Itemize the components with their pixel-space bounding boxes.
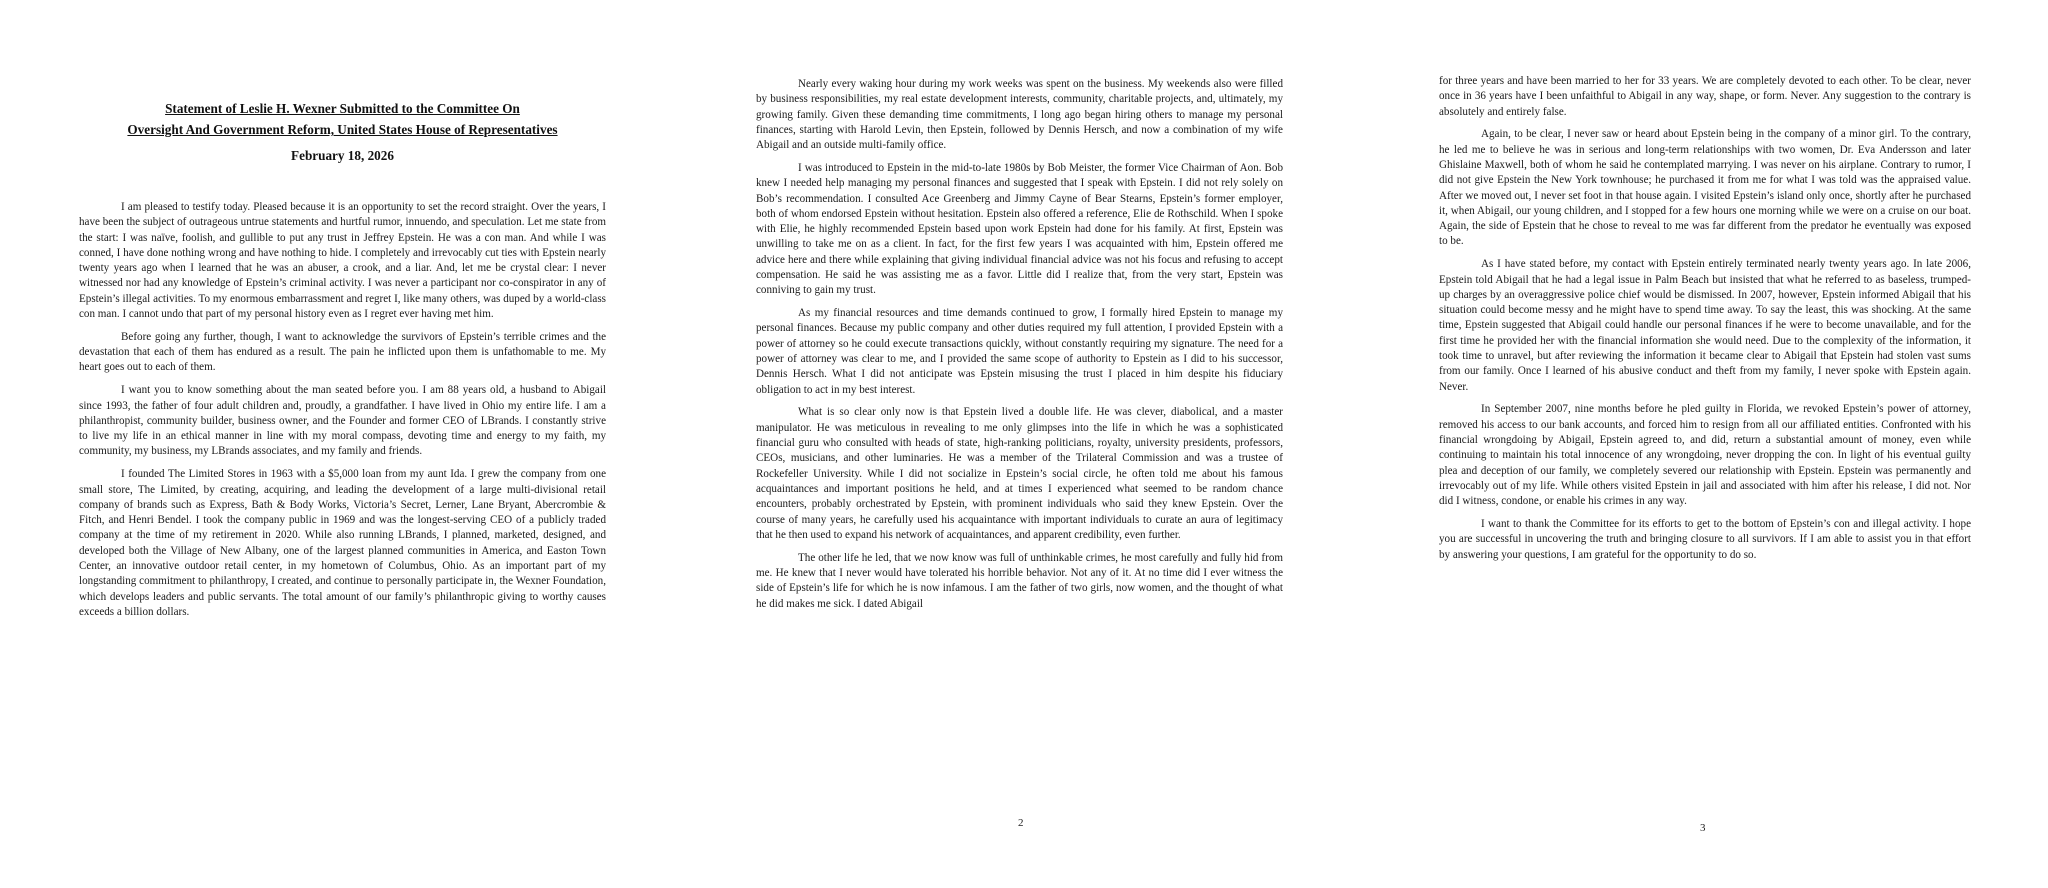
paragraph: for three years and have been married to her for 33 years. We are completely devoted to each other. To be clear, never once in 36 years have I been unfaithful to Abigail in any way, shape, or form. Never. Any suggestion to the contrary is absolutely and entirely false. xyxy=(1439,75,1971,118)
statement-title xyxy=(70,98,615,140)
paragraph: As I have stated before, my contact with Epstein entirely terminated nearly twenty years ago. In late 2006, Epstein told Abigail that he had a legal issue in Palm Beach but insisted that what he referred to as baseless, trumped-up charges by an overaggressive police chief would be dismissed. In 2007, however, Epstein informed Abigail that his situation could become messy and he might have to spend time away. To say the least, this was shocking. At the same time, Epstein suggested that Abigail could handle our personal finances if he were to become unavailable, and for the first time he provided her with the financial information she would need. Due to the complexity of the information, it took time to unravel, but after reviewing the information it became clear to Abigail that Epstein had stolen vast sums from our family. Once I learned of his abusive conduct and theft from my family, I never spoke with Epstein again. Never. xyxy=(1439,258,1971,393)
paragraph: I am pleased to testify today. Pleased because it is an opportunity to set the record straight. Over the years, I have been the subject of outrageous untrue statements and hurtful rumor, innuendo, and speculation. Let me state from the start: I was naïve, foolish, and gullible to put any trust in Jeffrey Epstein. He was a con man. And while I was conned, I have done nothing wrong and have nothing to hide. I completely and irrevocably cut ties with Epstein nearly twenty years ago when I learned that he was an abuser, a crook, and a liar. And, let me be crystal clear: I never witnessed nor had any knowledge of Epstein’s criminal activity. I was never a participant nor co-conspirator in any of Epstein’s illegal activities. To my enormous embarrassment and regret I, like many others, was duped by a world-class con man. I cannot undo that part of my personal history even as I regret ever having met him. xyxy=(79,201,606,321)
page-number: 2 xyxy=(1018,817,1024,829)
page-2 xyxy=(683,0,1366,888)
paragraph: I want you to know something about the man seated before you. I am 88 years old, a husband to Abigail since 1993, the father of four adult children and, proudly, a grandfather. I have lived in Ohio my entire life. I am a philanthropist, community builder, business owner, and the Founder and former CEO of LBrands. I constantly strive to live my life in an ethical manner in line with my moral compass, devoting time and energy to my faith, my community, my business, my LBrands associates, and my family and friends. xyxy=(79,384,606,458)
page-1-body xyxy=(79,200,606,628)
statement-date: February 18, 2026 xyxy=(291,148,394,163)
paragraph: I want to thank the Committee for its efforts to get to the bottom of Epstein’s con and illegal activity. I hope you are successful in uncovering the truth and bringing closure to all survivors. If I am able to assist you in that effort by answering your questions, I am grateful for the opportunity to do so. xyxy=(1439,518,1971,561)
page-2-body xyxy=(756,77,1283,619)
paragraph: Before going any further, though, I want to acknowledge the survivors of Epstein’s terrible crimes and the devastation that each of them has endured as a result. The pain he inflicted upon them is unfathomable to me. My heart goes out to each of them. xyxy=(79,330,606,374)
paragraph: Nearly every waking hour during my work weeks was spent on the business. My weekends also were filled by business responsibilities, my real estate development interests, community, charitable projects, and, ultimately, my growing family. Given these demanding time commitments, I long ago began hiring others to manage my personal finances, starting with Harold Levin, then Epstein, followed by Dennis Hersch, and now a combination of my wife Abigail and an outside multi-family office. xyxy=(756,78,1283,152)
paragraph: I was introduced to Epstein in the mid-to-late 1980s by Bob Meister, the former Vice Chairman of Aon. Bob knew I needed help managing my personal finances and suggested that I speak with Epstein. I did not rely solely on Bob’s recommendation. I consulted Ace Greenberg and Jimmy Cayne of Bear Stearns, Epstein’s former employer, both of whom endorsed Epstein without hesitation. Epstein also offered a reference, Elie de Rothschild. When I spoke with Elie, he highly recommended Epstein based upon work Epstein had done for his family. At first, Epstein was unwilling to take me on as a client. In fact, for the first few years I was acquainted with him, Epstein offered me advice here and there while explaining that giving individual financial advice was not his focus and refusing to accept compensation. He said he was assisting me as a favor. Little did I realize that, from the very start, Epstein was conniving to gain my trust. xyxy=(756,161,1283,297)
page-3 xyxy=(1366,0,2048,888)
paragraph: Again, to be clear, I never saw or heard about Epstein being in the company of a minor girl. To the contrary, he led me to believe he was in serious and long-term relationships with two women, Dr. Eva Andersson and later Ghislaine Maxwell, both of whom he said he contemplated marrying. I was never on his airplane. Contrary to rumor, I did not give Epstein the New York townhouse; he purchased it from me for what I was told was the appraised value. After we moved out, I never set foot in that house again. I visited Epstein’s island only once, shortly after he purchased it, when Abigail, our young children, and I stopped for a few hours one morning while we were on a cruise on our boat. Again, the side of Epstein that he chose to reveal to me was far different from the predator he eventually was exposed to be. xyxy=(1439,128,1971,248)
paragraph: The other life he led, that we now know was full of unthinkable crimes, he most carefully and fully hid from me. He knew that I never would have tolerated his horrible behavior. Not any of it. At no time did I ever witness the side of Epstein’s life for which he is now infamous. I am the father of two girls, now women, and the thought of what he did makes me sick. I dated Abigail xyxy=(756,551,1283,610)
title-line-2: Oversight And Government Reform, United States House of Representatives xyxy=(127,122,558,137)
paragraph: What is so clear only now is that Epstein lived a double life. He was clever, diabolical, and a master manipulator. He was meticulous in revealing to me only glimpses into the life in which he was a sophisticated financial guru who consulted with heads of state, high-ranking politicians, royalty, university presidents, professors, CEOs, musicians, and other luminaries. He was a member of the Trilateral Commission and was a trustee of Rockefeller University. While I did not socialize in Epstein’s social circle, he often told me about his famous acquaintances and important positions he held, and at times I experienced what seemed to be random chance encounters, probably orchestrated by Epstein, with prominent individuals who said they knew Epstein. Over the course of many years, he carefully used his acquaintance with important individuals to curate an aura of legitimacy that he then used to expand his network of acquaintances, and apparent credibility, even further. xyxy=(756,406,1283,541)
title-line-1: Statement of Leslie H. Wexner Submitted to the Committee On xyxy=(165,101,520,116)
paragraph: In September 2007, nine months before he pled guilty in Florida, we revoked Epstein’s power of attorney, removed his access to our bank accounts, and forced him to resign from all our affiliated entities. Confronted with his financial wrongdoing by Abigail, Epstein agreed to, and did, return a substantial amount of money, even while continuing to maintain his total innocence of any wrongdoing, never dropping the con. In light of his eventual guilty plea and deception of our family, we completely severed our relationship with Epstein. Epstein was permanently and irrevocably out of my life. While others visited Epstein in jail and associated with him after his release, I did not. Nor did I witness, condone, or enable his crimes in any way. xyxy=(1439,403,1971,508)
paragraph: I founded The Limited Stores in 1963 with a $5,000 loan from my aunt Ida. I grew the company from one small store, The Limited, by creating, acquiring, and leading the development of a large multi-divisional retail company of brands such as Express, Bath & Body Works, Victoria’s Secret, Lerner, Lane Bryant, Abercrombie & Fitch, and Henri Bendel. I took the company public in 1969 and was the longest-serving CEO of a publicly traded company at the time of my retirement in 2020. While also running LBrands, I planned, marketed, designed, and developed both the Village of New Albany, one of the largest planned communities in America, and Easton Town Center, an innovative outdoor retail center, in my hometown of Columbus, Ohio. As an important part of my longstanding commitment to philanthropy, I created, and continue to personally participate in, the Wexner Foundation, which develops leaders and public servants. The total amount of our family’s philanthropic giving to worthy causes exceeds a billion dollars. xyxy=(79,468,606,618)
page-number: 3 xyxy=(1700,822,1706,834)
page-1 xyxy=(0,0,683,888)
page-3-body xyxy=(1439,74,1971,570)
paragraph: As my financial resources and time demands continued to grow, I formally hired Epstein to manage my personal finances. Because my public company and other duties required my full attention, I provided Epstein with a power of attorney so he could execute transactions quickly, without constantly requiring my signature. The need for a power of attorney was clear to me, and I provided the same scope of authority to Epstein as I did to his successor, Dennis Hersch. What I did not anticipate was Epstein misusing the trust I placed in him despite his fiduciary obligation to act in my best interest. xyxy=(756,307,1283,396)
